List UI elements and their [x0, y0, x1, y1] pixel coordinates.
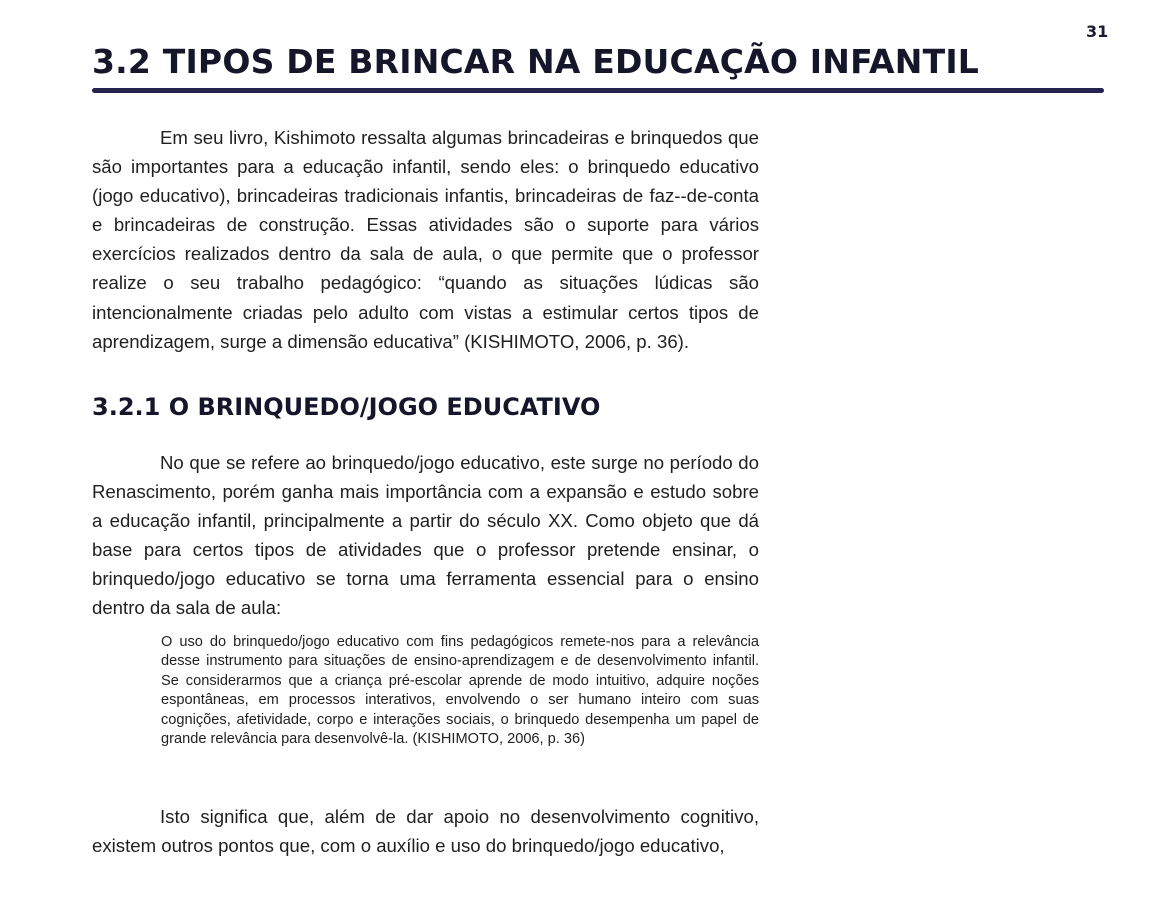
paragraph-continuation: Isto significa que, além de dar apoio no desenvolvimento cognitivo, existem outros pontos que, com o auxílio e uso do brinquedo/jogo educativo,	[92, 806, 759, 857]
subsection-title: 3.2.1 O BRINQUEDO/JOGO EDUCATIVO	[92, 393, 601, 421]
block-quote: O uso do brinquedo/jogo educativo com fins pedagógicos remete-nos para a relevância desse instrumento para situações de ensino-aprendizagem e de desenvolvimento infantil. Se considerarmos que a criança pré-escolar aprende de modo intuitivo, adquire noções espontâneas, em processos interativos, envolvendo o ser humano inteiro com suas cognições, afetividade, corpo e interações sociais, o brinquedo desempenha um papel de grande relevância para desenvolvê-la. (KISHIMOTO, 2006, p. 36)	[161, 634, 759, 748]
paragraph-intro: Em seu livro, Kishimoto ressalta algumas brincadeiras e brinquedos que são importantes para a educação infantil, sendo eles: o brinquedo educativo (jogo educativo), brincadeiras tradicionais infantis, brincadeiras de faz-‑de-conta e brincadeiras de construção. Essas atividades são o suporte para vários exercícios realizados dentro da sala de aula, o que permite que o professor realize o seu trabalho pedagógico: “quando as situações lúdicas são intencionalmente criadas pelo adulto com vistas a estimular certos tipos de aprendizagem, surge a dimensão educativa” (KISHIMOTO, 2006, p. 36).	[92, 127, 759, 352]
section-title: 3.2 TIPOS DE BRINCAR NA EDUCAÇÃO INFANTIL	[92, 42, 980, 81]
section-title-underline	[92, 88, 1104, 93]
page-number: 31	[1086, 22, 1109, 41]
paragraph-brinquedo-educativo: No que se refere ao brinquedo/jogo educativo, este surge no período do Renascimento, porém ganha mais importância com a expansão e estudo sobre a educação infantil, principalmente a partir do século XX. Como objeto que dá base para certos tipos de atividades que o professor pretende ensinar, o brinquedo/jogo educativo se torna uma ferramenta essencial para o ensino dentro da sala de aula:	[92, 452, 759, 619]
